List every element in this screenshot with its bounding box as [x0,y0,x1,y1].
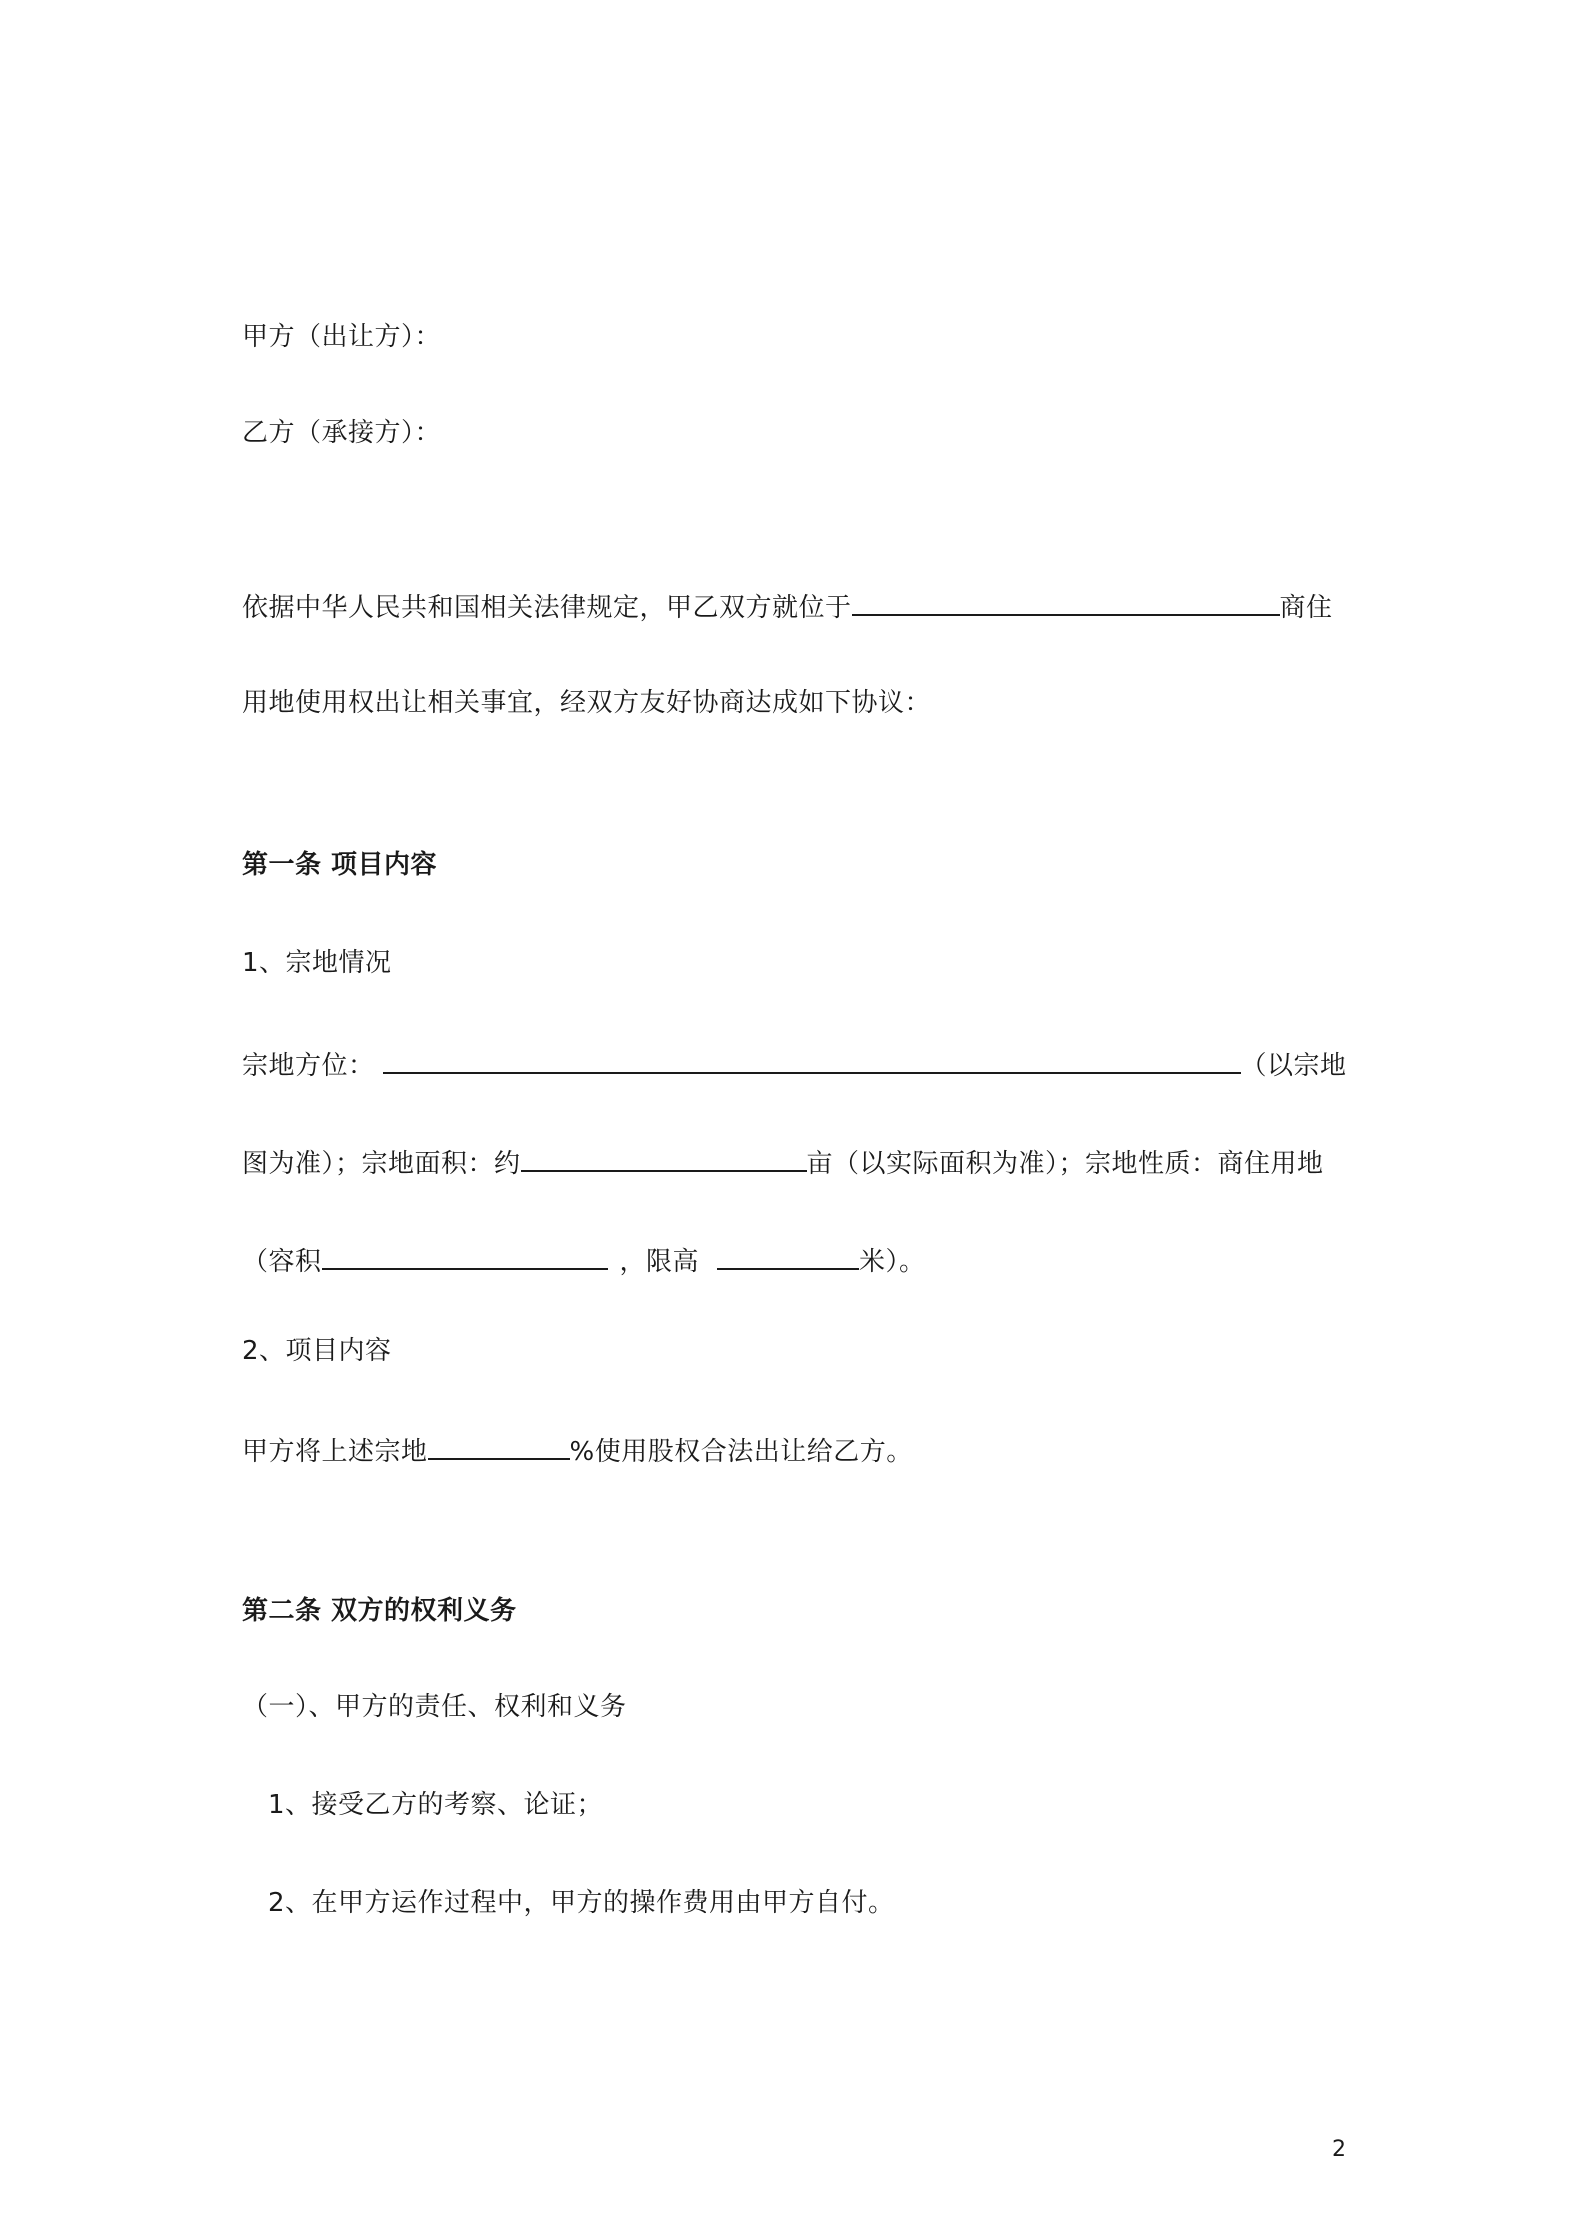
party-a-line [242,320,441,354]
intro-line-1 [242,588,1333,625]
article-2-item-1 [268,1788,603,1822]
parcel-location-blank [383,1046,1241,1074]
article-1-subsection-2 [242,1334,392,1368]
height-limit-blank [717,1242,859,1270]
item-2-text: 2、在甲方运作过程中，甲方的操作费用由甲方自付。 [268,1888,895,1918]
location-label: 宗地方位： [242,1051,375,1081]
article-2-title-text: 第二条 双方的权利义务 [242,1596,517,1626]
intro-line-1-prefix: 依据中华人民共和国相关法律规定，甲乙双方就位于 [242,593,852,623]
party-b-line [242,416,441,450]
article-2-section-1 [242,1690,627,1724]
ratio-suffix: 米）。 [859,1247,926,1277]
area-blank [521,1144,807,1172]
transfer-line [242,1432,913,1469]
intro-line-2 [242,686,931,720]
percentage-blank [428,1432,570,1460]
location-blank [852,588,1280,616]
ratio-prefix: （容积 [242,1247,322,1277]
page-number: 2 [1332,2137,1346,2162]
article-2-item-2 [268,1886,895,1920]
section-1-title: （一）、甲方的责任、权利和义务 [242,1692,627,1722]
transfer-prefix: 甲方将上述宗地 [242,1437,428,1467]
intro-line-1-suffix: 商住 [1279,593,1333,623]
intro-line-2-text: 用地使用权出让相关事宜，经双方友好协商达成如下协议： [242,688,932,718]
subsection-2-title: 2、项目内容 [242,1336,392,1366]
article-1-title-text: 第一条 项目内容 [242,850,438,880]
article-1-subsection-1 [242,946,392,980]
article-2-title [242,1594,517,1628]
party-b-label: 乙方（承接方）： [242,418,442,448]
item-1-text: 1、接受乙方的考察、论证； [268,1790,604,1820]
subsection-1-title: 1、宗地情况 [242,948,392,978]
area-line [242,1144,1324,1181]
ratio-mid: ，限高 [619,1247,700,1277]
area-prefix: 图为准）；宗地面积：约 [242,1149,521,1179]
transfer-suffix: %使用股权合法出让给乙方。 [569,1437,913,1467]
area-suffix: 亩（以实际面积为准）；宗地性质：商住用地 [806,1149,1324,1179]
location-suffix: （以宗地 [1240,1051,1347,1081]
ratio-line [242,1242,926,1279]
article-1-title [242,848,437,882]
location-line [242,1046,1347,1083]
floor-ratio-blank [322,1242,608,1270]
party-a-label: 甲方（出让方）： [242,322,442,352]
